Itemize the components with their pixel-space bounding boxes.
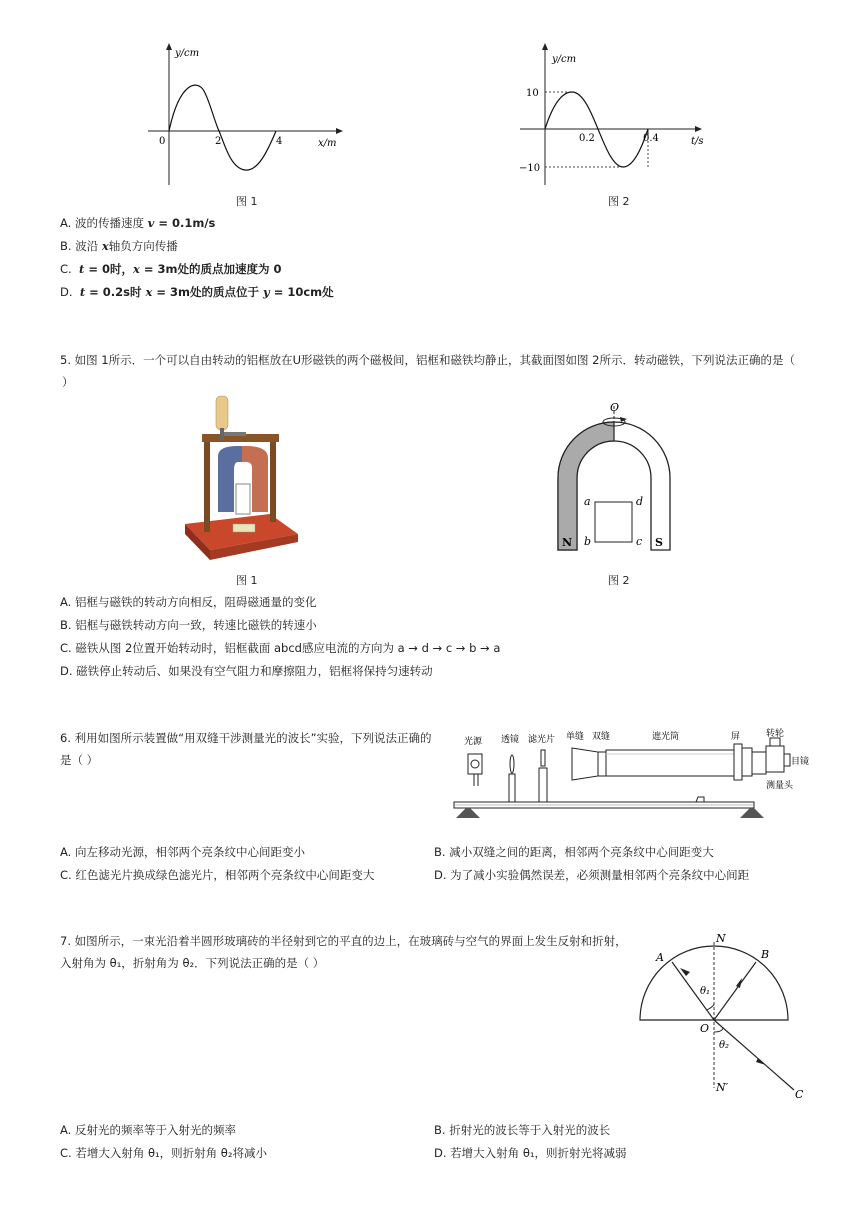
fig2-tick-02: 0.2 (579, 133, 595, 144)
label-O: O (700, 1022, 710, 1035)
q7-option-c[interactable]: C. 若增大入射角 θ₁，则折射角 θ₂将减小 (60, 1146, 267, 1160)
q5-fig1-caption: 图 1 (236, 574, 258, 587)
q5-option-a[interactable]: A. 铝框与磁铁的转动方向相反，阻碍磁通量的变化 (60, 595, 317, 609)
q6-option-c[interactable]: C. 红色滤光片换成绿色滤光片，相邻两个亮条纹中心间距变大 (60, 868, 375, 882)
label-eyepiece: 目镜 (791, 757, 810, 767)
fig2-y-label: y/cm (552, 54, 577, 65)
label-lens: 透镜 (501, 735, 520, 745)
label-B: B (761, 948, 770, 961)
wave-graph-fig2 (515, 40, 720, 190)
magnet-apparatus-image (180, 392, 305, 562)
label-n: N (562, 536, 573, 549)
q6-option-b[interactable]: B. 减小双缝之间的距离，相邻两个亮条纹中心间距变大 (434, 845, 714, 859)
q4-option-a[interactable]: A. 波的传播速度 v = 0.1m/s (60, 216, 216, 230)
q5-option-d[interactable]: D. 磁铁停止转动后、如果没有空气阻力和摩擦阻力，铝框将保持匀速转动 (60, 664, 433, 678)
label-C: C (795, 1088, 804, 1101)
q6-option-a[interactable]: A. 向左移动光源，相邻两个亮条纹中心间距变小 (60, 845, 305, 859)
q7-option-a[interactable]: A. 反射光的频率等于入射光的频率 (60, 1123, 236, 1137)
label-c: c (636, 535, 643, 548)
label-double-slit: 双缝 (592, 732, 611, 742)
q7-stem: 7. 如图所示，一束光沿着半圆形玻璃砖的半径射到它的平直的边上，在玻璃砖与空气的界面上发生反射和折射， 入射角为 θ₁，折射角为 θ₂．下列说法正确的是（ ） (60, 934, 627, 970)
label-a: a (584, 495, 591, 508)
q5-fig2-caption: 图 2 (608, 574, 630, 587)
label-single-slit: 单缝 (566, 732, 585, 742)
label-s: S (655, 536, 663, 549)
fig2-x-label: t/s (691, 136, 704, 147)
fig1-y-label: y/cm (175, 48, 200, 59)
fig1-caption: 图 1 (236, 195, 258, 208)
label-tube: 遮光筒 (652, 732, 680, 742)
label-N: N (716, 932, 726, 945)
label-screen: 屏 (731, 732, 741, 742)
q7-option-b[interactable]: B. 折射光的波长等于入射光的波长 (434, 1123, 611, 1137)
glass-semicircle-diagram (630, 928, 810, 1103)
q5-stem: 5. 如图 1所示．一个可以自由转动的铝框放在U形磁铁的两个磁极间，铝框和磁铁均静止，其截面图如图 2所示．转动磁铁，下列说法正确的是（ ） (60, 353, 795, 389)
label-o: O (610, 401, 620, 414)
fig2-caption: 图 2 (608, 195, 630, 208)
label-theta1: θ₁ (700, 986, 711, 997)
label-theta2: θ₂ (719, 1040, 730, 1051)
q4-option-b[interactable]: B. 波沿 x轴负方向传播 (60, 239, 178, 253)
label-b: b (584, 535, 592, 548)
q6-stem: 6. 利用如图所示装置做“用双缝干涉测量光的波长”实验，下列说法正确的 是（ ） (60, 731, 432, 767)
fig1-x-label: x/m (318, 138, 337, 149)
q4-option-d[interactable]: D. t = 0.2s时 x = 3m处的质点位于 y = 10cm处 (60, 285, 334, 299)
fig1-tick-4: 4 (276, 136, 283, 147)
fig2-ytick-10: 10 (526, 88, 539, 99)
label-wheel: 转轮 (766, 729, 785, 739)
label-N-prime: N′ (716, 1081, 729, 1094)
label-measuring-head: 测量头 (766, 781, 794, 791)
fig2-ytick-neg10: −10 (519, 163, 541, 174)
wave-graph-fig1 (140, 40, 350, 190)
q6-option-d[interactable]: D. 为了减小实验偶然误差，必须测量相邻两个亮条纹中心间距 (434, 868, 750, 882)
q5-option-b[interactable]: B. 铝框与磁铁转动方向一致，转速比磁铁的转速小 (60, 618, 317, 632)
fig1-tick-0: 0 (159, 136, 166, 147)
label-A: A (656, 951, 664, 964)
q5-option-c[interactable]: C. 磁铁从图 2位置开始转动时，铝框截面 abcd感应电流的方向为 a → d → c → b → a (60, 641, 501, 655)
fig2-tick-04: 0.4 (643, 133, 659, 144)
label-filter: 滤光片 (528, 735, 556, 745)
label-light-source: 光源 (464, 737, 483, 747)
label-d: d (636, 495, 644, 508)
double-slit-apparatus-diagram (448, 724, 813, 834)
q4-option-c[interactable]: C. t = 0时，x = 3m处的质点加速度为 0 (60, 262, 282, 276)
fig1-tick-2: 2 (215, 136, 222, 147)
q7-option-d[interactable]: D. 若增大入射角 θ₁，则折射光将减弱 (434, 1146, 627, 1160)
magnet-cross-section-diagram (548, 398, 680, 558)
